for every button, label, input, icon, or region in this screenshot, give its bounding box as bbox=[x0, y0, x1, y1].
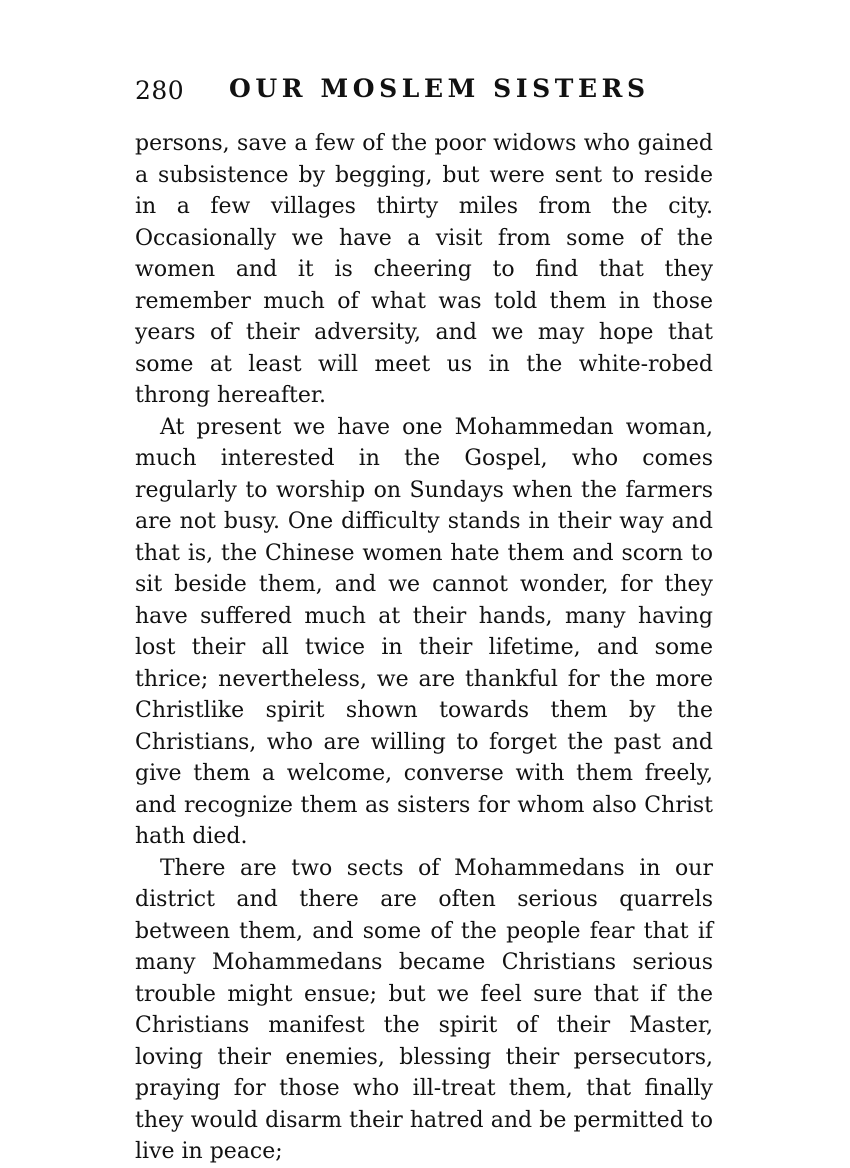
running-head bbox=[135, 74, 725, 114]
running-title: OUR MOSLEM SISTERS bbox=[229, 74, 650, 103]
body-text bbox=[135, 128, 713, 1168]
paragraph-continued: persons, save a few of the poor widows who gained a subsistence by begging, but were sent to reside in a few villages thirty miles from the city. Occasionally we have a visit from some of the women and it is cheering to find that they remember much of what was told them in those years of their adversity, and we may hope that some at least will meet us in the white-robed throng hereafter. bbox=[135, 131, 713, 408]
paragraph: There are two sects of Mohammedans in our district and there are often serious quarrels between them, and some of the people fear that if many Mohammedans became Christians serious trouble might ensue; but we feel sure that if the Christians manifest the spirit of their Master, loving their enemies, blessing their persecutors, praying for those who ill-treat them, that finally they would disarm their hatred and be permitted to live in peace; bbox=[135, 855, 713, 1164]
paragraph: At present we have one Mohammedan woman, much interested in the Gospel, who comes regularly to worship on Sundays when the farmers are not busy. One difficulty stands in their way and that is, the Chinese women hate them and scorn to sit beside them, and we cannot wonder, for they have suffered much at their hands, many having lost their all twice in their lifetime, and some thrice; nevertheless, we are thankful for the more Christlike spirit shown towards them by the Christians, who are willing to forget the past and give them a welcome, converse with them freely, and recognize them as sisters for whom also Christ hath died. bbox=[135, 414, 713, 849]
page-number: 280 bbox=[135, 76, 185, 105]
